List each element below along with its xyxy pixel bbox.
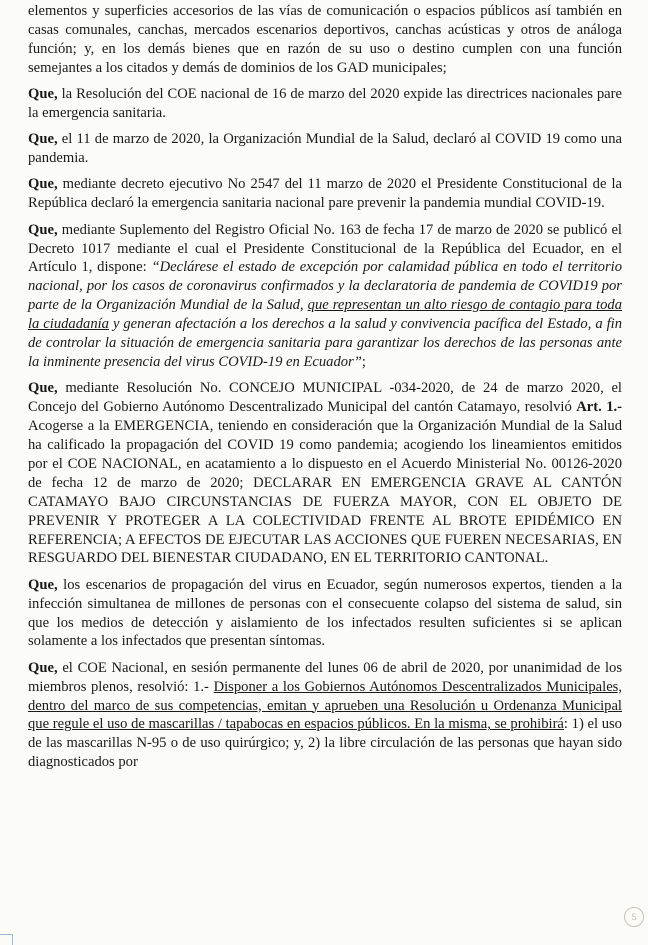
que-label: Que, xyxy=(28,576,58,593)
paragraph-5 xyxy=(28,221,622,372)
que-label: Que, xyxy=(28,176,58,193)
paragraph-2 xyxy=(28,85,622,123)
paragraph-8-intro: el COE Nacional, en sesión permanente del lunes 06 de abril de 2020, por unanimidad de los miembros plenos, resolvió: 1.- xyxy=(28,659,622,695)
paragraph-8-underlined: Disponer a los Gobiernos Autónomos Descentralizados Municipales, dentro del marco de sus competencias, emitan y aprueben una Resolución u Ordenanza Municipal que regule el uso de mascarillas / tapabocas en espacios públicos. En la misma, se prohibirá xyxy=(28,678,623,733)
paragraph-3 xyxy=(28,130,622,168)
paragraph-3-text: el 11 de marzo de 2020, la Organización Mundial de la Salud, declaró al COVID 19 como una pandemia. xyxy=(28,131,622,167)
paragraph-6-intro: mediante Resolución No. CONCEJO MUNICIPAL -034-2020, de 24 de marzo 2020, el Concejo del Gobierno Autónomo Descentralizado Municipal del cantón Catamayo, resolvió xyxy=(28,380,622,416)
paragraph-1 xyxy=(28,2,622,78)
decree-quote-underlined: que representan un alto riesgo de contagio para toda la ciudadanía xyxy=(28,297,622,333)
paragraph-4-text: mediante decreto ejecutivo No 2547 del 11 marzo de 2020 el Presidente Constitucional de la República declaró la emergencia sanitaria nacional pare prevenir la pandemia mundial COVID-19. xyxy=(28,176,622,212)
paragraph-5-end: ; xyxy=(361,353,366,370)
article-label: Art. 1.- xyxy=(576,399,622,416)
paragraph-6 xyxy=(28,379,622,568)
que-label: Que, xyxy=(28,131,58,148)
paragraph-5-intro: mediante Suplemento del Registro Oficial No. 163 de fecha 17 de marzo de 2020 se publicó el Decreto 1017 mediante el cual el Presidente Constitucional de la República del Ecuador, en el Artículo 1, dispone: xyxy=(28,221,622,276)
paragraph-4 xyxy=(28,175,622,213)
que-label: Que, xyxy=(28,221,58,238)
que-label: Que, xyxy=(28,380,58,397)
que-label: Que, xyxy=(28,659,58,676)
corner-decoration xyxy=(0,934,13,945)
decree-quote-part-2: y generan afectación a los derechos a la salud y convivencia pacífica del Estado, a fin de controlar la situación de emergencia sanitaria para garantizar los derechos de las personas ante la inminente presencia del virus COVID-19 en Ecuador” xyxy=(28,316,622,370)
paragraph-7-text: los escenarios de propagación del virus en Ecuador, según numerosos expertos, tienden a la infección simultanea de millones de personas con el consecuente colapso del sistema de salud, sin que los medios de detección y aislamiento de los infectados resulten suficientes si se aplican solamente a los infectados que presentan síntomas. xyxy=(28,576,622,650)
paragraph-8 xyxy=(28,659,622,772)
paragraph-8-text: : 1) el uso de las mascarillas N-95 o de uso quirúrgico; y, 2) la libre circulación de las personas que hayan sido diagnosticados por xyxy=(28,716,622,771)
paragraph-7 xyxy=(28,576,622,652)
paragraph-2-text: la Resolución del COE nacional de 16 de marzo del 2020 expide las directrices nacionales pare la emergencia sanitaria. xyxy=(28,86,622,121)
paragraph-1-text: elementos y superficies accesorios de las vías de comunicación o espacios públicos así también en casas comunales, canchas, mercados escenarios deportivos, canchas acústicas y otros de análoga función; y, en los demás bienes que en razón de su uso o destino cumplen con una función semejantes a los citados y demás de dominios de los GAD municipales; xyxy=(28,3,622,76)
decree-quote-part-1: “Declárese el estado de excepción por calamidad pública en todo el territorio nacional, por los casos de coronavirus confirmados y la declaratoria de pandemia de COVID19 por parte de la Organización Mundial de la Salud, xyxy=(28,259,623,314)
paragraph-6-text: Acogerse a la EMERGENCIA, teniendo en consideración que la Organización Mundial de la Salud ha calificado la propagación del COVID 19 como pandemia; acogiendo los lineamientos emitidos por el COE NACIONAL, en acatamiento a lo dispuesto en el Acuerdo Ministerial No. 00126-2020 de fecha 12 de marzo de 2020; DECLARAR EN EMERGENCIA GRAVE AL CANTÓN CATAMAYO BAJO CIRCUNSTANCIAS DE FUERZA MAYOR, CON EL OBJETO DE PREVENIR Y PROTEGER A LA COLECTIVIDAD FRENTE AL BROTE EPIDÉMICO EN REFERENCIA; A EFECTOS DE EJECUTAR LAS ACCIONES QUE FUEREN NECESARIAS, EN RESGUARDO DEL BIENESTAR CIUDADANO, EN EL TERRITORIO CANTONAL. xyxy=(28,418,622,567)
document-page xyxy=(28,2,622,780)
page-number-stamp: 5 xyxy=(624,907,644,927)
que-label: Que, xyxy=(28,86,58,103)
